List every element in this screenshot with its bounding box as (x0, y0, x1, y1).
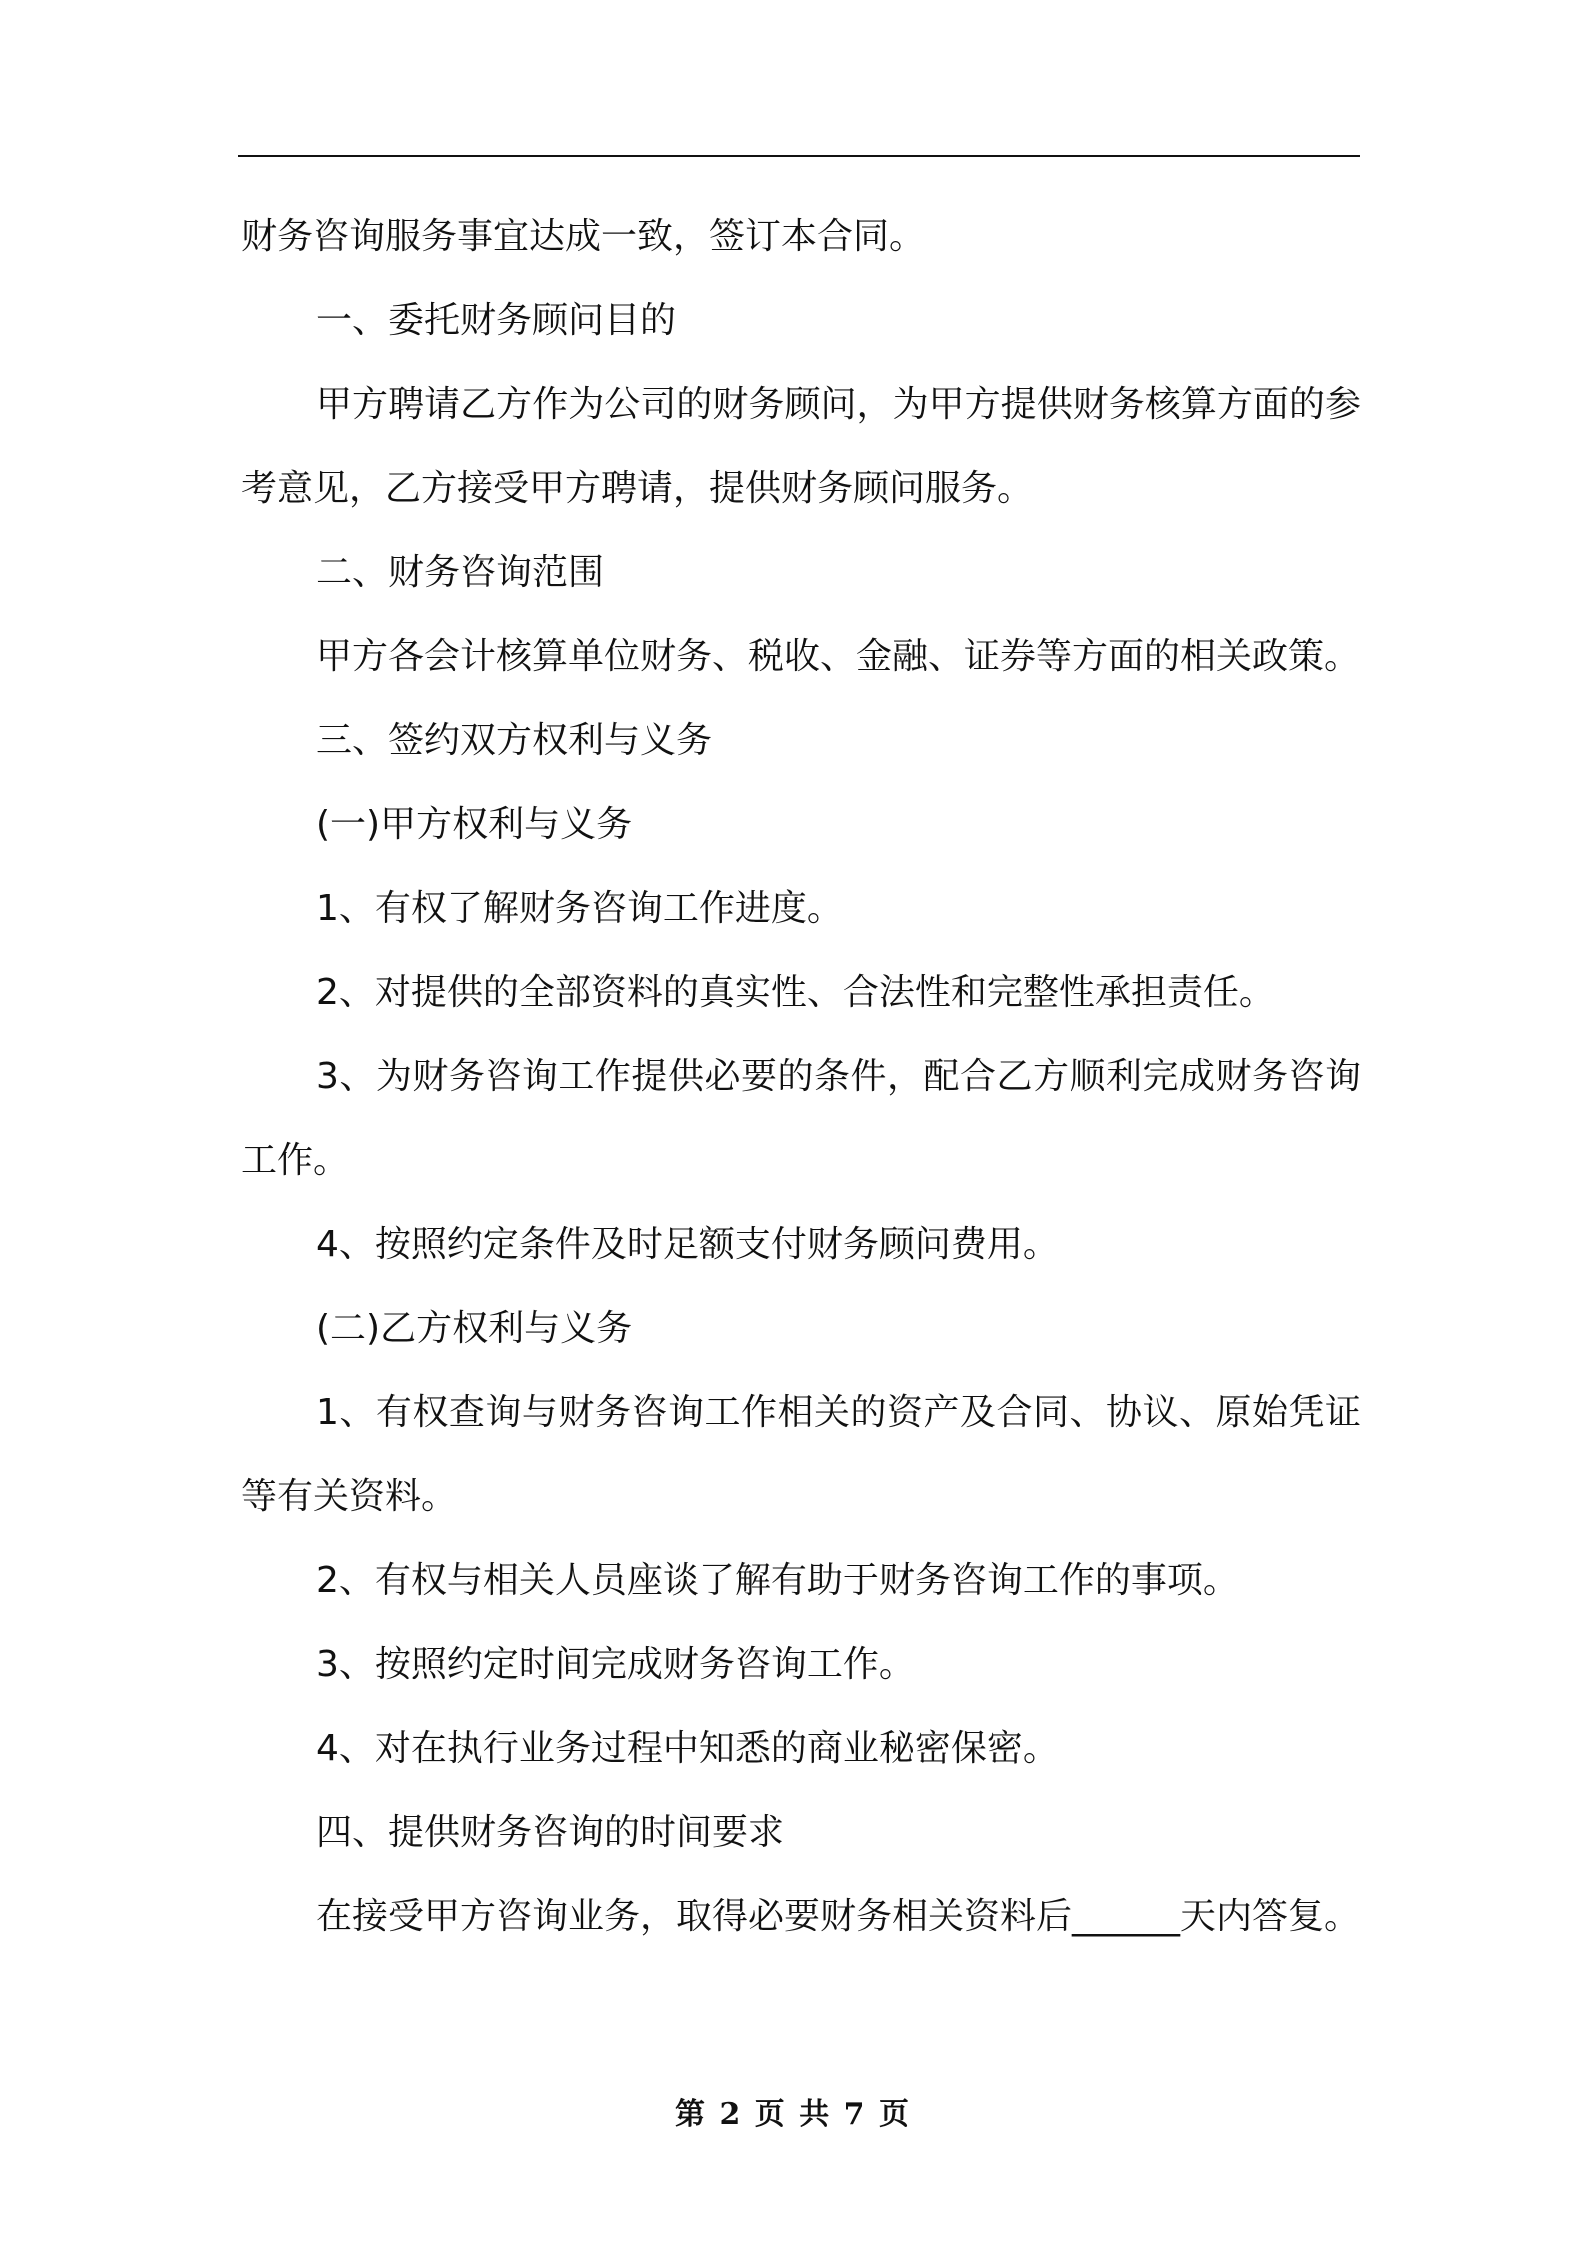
paragraph-scope: 甲方各会计核算单位财务、税收、金融、证券等方面的相关政策。 (316, 636, 1361, 677)
subsection-heading-party-a: (一)甲方权利与义务 (316, 804, 633, 845)
paragraph-time: 在接受甲方咨询业务，取得必要财务相关资料后______天内答复。 (316, 1896, 1361, 1937)
list-item: 1、有权了解财务咨询工作进度。 (316, 888, 843, 929)
list-item: 1、有权查询与财务咨询工作相关的资产及合同、协议、原始凭证等有关资料。 (241, 1392, 1361, 1517)
list-item: 4、按照约定条件及时足额支付财务顾问费用。 (316, 1224, 1059, 1265)
section-heading-scope: 二、财务咨询范围 (316, 552, 605, 593)
header-rule (238, 155, 1360, 157)
list-item: 3、按照约定时间完成财务咨询工作。 (316, 1644, 915, 1685)
section-heading-time: 四、提供财务咨询的时间要求 (316, 1812, 785, 1853)
paragraph-purpose: 甲方聘请乙方作为公司的财务顾问，为甲方提供财务核算方面的参考意见，乙方接受甲方聘请，提供财务顾问服务。 (241, 384, 1361, 509)
section-heading-purpose: 一、委托财务顾问目的 (316, 300, 677, 341)
document-body (241, 195, 1361, 1959)
list-item: 2、有权与相关人员座谈了解有助于财务咨询工作的事项。 (316, 1560, 1239, 1601)
list-item: 4、对在执行业务过程中知悉的商业秘密保密。 (316, 1728, 1059, 1769)
list-item: 3、为财务咨询工作提供必要的条件，配合乙方顺利完成财务咨询工作。 (241, 1056, 1361, 1181)
paragraph-continuation: 财务咨询服务事宜达成一致，签订本合同。 (241, 216, 926, 257)
page-number: 第 2 页 共 7 页 (675, 2097, 911, 2132)
list-item: 2、对提供的全部资料的真实性、合法性和完整性承担责任。 (316, 972, 1275, 1013)
section-heading-rights: 三、签约双方权利与义务 (316, 720, 713, 761)
subsection-heading-party-b: (二)乙方权利与义务 (316, 1308, 633, 1349)
